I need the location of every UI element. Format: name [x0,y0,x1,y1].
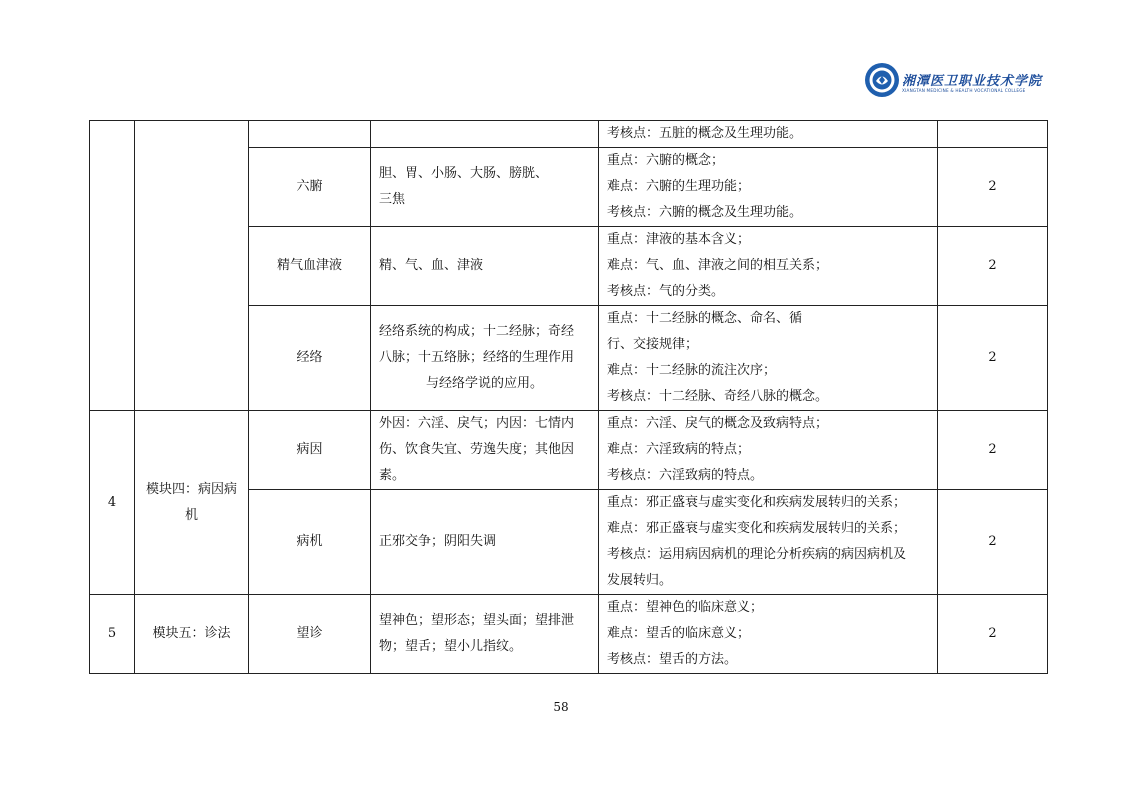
objectives-cell [599,306,938,411]
objective-line: 重点：十二经脉的概念、命名、循 [607,311,803,326]
content-cell [371,490,599,595]
objective-line: 发展转归。 [607,573,673,588]
unit-cell: 经络 [249,306,371,411]
objectives-cell [599,121,938,148]
content-line: 精、气、血、津液 [379,258,484,273]
content-line: 八脉；十五络脉；经络的生理作用 [379,350,575,365]
unit-cell: 病因 [249,411,371,490]
content-line: 三焦 [379,192,406,207]
table-row [90,411,1048,490]
objective-line: 重点：邪正盛衰与虚实变化和疾病发展转归的关系； [607,495,907,510]
objective-line: 难点：六腑的生理功能； [607,179,751,194]
unit-cell: 望诊 [249,595,371,674]
hours-cell: 2 [938,227,1048,306]
content-cell [371,121,599,148]
objectives-cell [599,148,938,227]
course-table [89,120,1048,674]
college-name: 湘潭医卫职业技术学院 [902,74,1043,89]
module-cell: 模块四：病因病机 [135,411,249,595]
objective-line: 考核点：气的分类。 [607,284,725,299]
objective-line: 重点：六淫、戾气的概念及致病特点； [607,416,829,431]
content-line: 望神色；望形态；望头面；望排泄 [379,613,575,628]
objective-line: 难点：望舌的临床意义； [607,626,751,641]
content-cell [371,306,599,411]
content-line: 外因：六淫、戾气；内因：七情内 [379,416,575,431]
unit-cell: 病机 [249,490,371,595]
content-line: 经络系统的构成；十二经脉；奇经 [379,324,575,339]
unit-cell: 六腑 [249,148,371,227]
objectives-cell [599,227,938,306]
objective-line: 考核点：望舌的方法。 [607,652,738,667]
unit-cell: 精气血津液 [249,227,371,306]
objectives-cell [599,595,938,674]
unit-cell [249,121,371,148]
content-line: 物；望舌；望小儿指纹。 [379,639,523,654]
content-cell [371,148,599,227]
objective-line: 行、交接规律； [607,337,699,352]
college-name-en: XIANGTAN MEDICINE & HEALTH VOCATIONAL COLLEGE [902,88,1026,93]
module-cell: 模块五：诊法 [135,595,249,674]
objective-line: 重点：望神色的临床意义； [607,600,764,615]
content-line: 素。 [379,468,406,483]
hours-cell: 2 [938,148,1048,227]
page-number: 58 [553,700,569,714]
content-cell [371,411,599,490]
objective-line: 重点：六腑的概念； [607,153,725,168]
module-cell-empty [135,121,249,411]
objectives-cell [599,411,938,490]
objective-line: 考核点：五脏的概念及生理功能。 [607,126,803,141]
objective-line: 难点：气、血、津液之间的相互关系； [607,258,829,273]
objective-line: 考核点：六淫致病的特点。 [607,468,764,483]
hours-cell: 2 [938,490,1048,595]
college-emblem-icon [864,62,900,98]
hours-cell [938,121,1048,148]
objective-line: 考核点：六腑的概念及生理功能。 [607,205,803,220]
content-cell [371,227,599,306]
content-cell [371,595,599,674]
objective-line: 难点：十二经脉的流注次序； [607,363,777,378]
seq-cell-empty [90,121,135,411]
content-line: 正邪交争；阴阳失调 [379,534,497,549]
table-row [90,595,1048,674]
content-line: 胆、胃、小肠、大肠、膀胱、 [379,166,549,181]
college-logo [864,62,1043,106]
content-line: 与经络学说的应用。 [425,376,543,391]
hours-cell: 2 [938,306,1048,411]
objective-line: 难点：邪正盛衰与虚实变化和疾病发展转归的关系； [607,521,907,536]
seq-cell: 5 [90,595,135,674]
seq-cell: 4 [90,411,135,595]
objective-line: 重点：津液的基本含义； [607,232,751,247]
content-line: 伤、饮食失宜、劳逸失度；其他因 [379,442,575,457]
hours-cell: 2 [938,411,1048,490]
objective-line: 难点：六淫致病的特点； [607,442,751,457]
hours-cell: 2 [938,595,1048,674]
objective-line: 考核点：运用病因病机的理论分析疾病的病因病机及 [607,547,907,562]
objective-line: 考核点：十二经脉、奇经八脉的概念。 [607,389,829,404]
table-row [90,121,1048,148]
objectives-cell [599,490,938,595]
